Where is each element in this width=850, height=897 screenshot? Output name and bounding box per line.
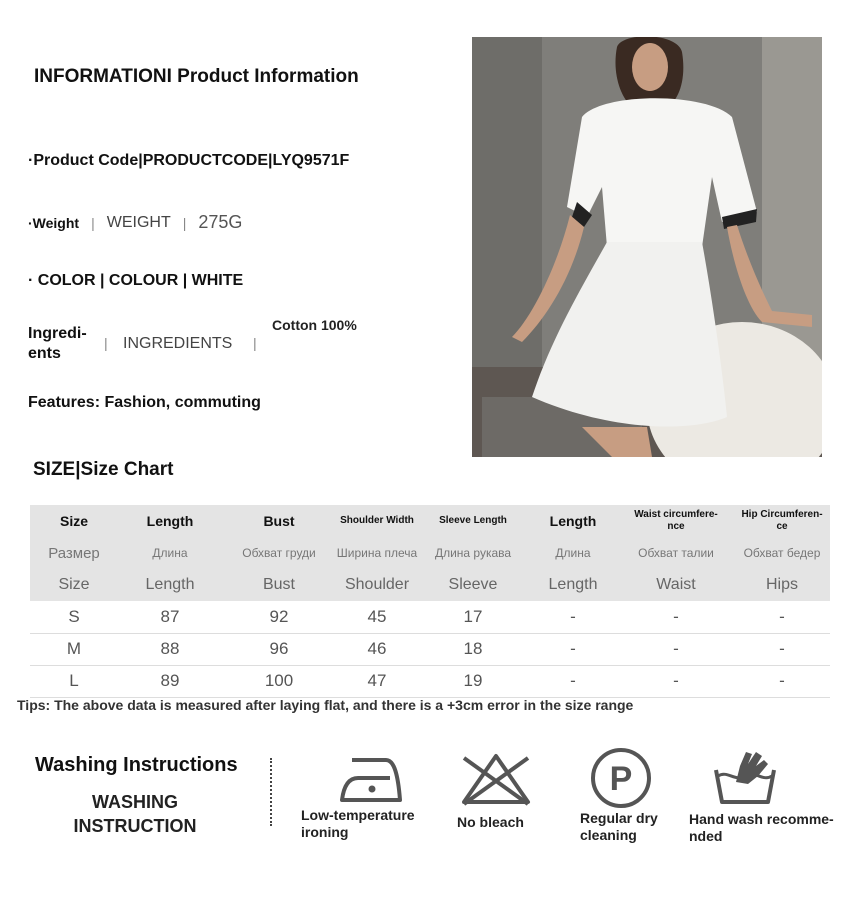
washing-title: Washing Instructions: [35, 754, 238, 776]
svg-text:P: P: [609, 760, 633, 798]
waist-cell: -: [618, 665, 734, 697]
header-cell: Size: [30, 505, 118, 537]
size-cell: S: [30, 601, 118, 633]
washing-subtitle-line2: INSTRUCTION: [73, 816, 197, 836]
length-cell: -: [528, 633, 618, 665]
ingredients-label: Ingredi- ents: [28, 325, 87, 362]
russian-cell: Обхват груди: [222, 537, 336, 569]
header-cell: Length: [528, 505, 618, 537]
size-tips: Tips: The above data is measured after laying flat, and there is a +3cm error in the size range: [17, 697, 634, 713]
russian-cell: Ширина плеча: [336, 537, 418, 569]
features-line: Features: Fashion, commuting: [28, 394, 261, 411]
weight-en: WEIGHT: [106, 213, 171, 231]
russian-cell: Обхват талии: [618, 537, 734, 569]
hips-cell: -: [734, 633, 830, 665]
ingredients-separator: |: [104, 335, 108, 351]
product-photo: [472, 37, 822, 457]
table-row: [30, 665, 830, 697]
english-cell: Shoulder: [336, 569, 418, 601]
sleeve-cell: 17: [418, 601, 528, 633]
iron-icon: [338, 752, 406, 806]
dry-clean-icon: [589, 746, 653, 810]
header-cell: Hip Circumferen- ce: [734, 505, 830, 537]
length-cell: 89: [118, 665, 222, 697]
no-bleach-icon: [458, 750, 534, 808]
size-cell: L: [30, 665, 118, 697]
shoulder-cell: 45: [336, 601, 418, 633]
ingredients-separator-2: |: [253, 335, 257, 351]
hand-wash-label: Hand wash recomme- nded: [689, 811, 834, 844]
table-row: [30, 601, 830, 633]
russian-cell: Длина рукава: [418, 537, 528, 569]
russian-cell: Длина: [528, 537, 618, 569]
info-title: INFORMATIONI Product Information: [34, 66, 359, 87]
header-cell: Waist circumfere- nce: [618, 505, 734, 537]
ingredients-en: INGREDIENTS: [123, 335, 233, 352]
header-cell: Sleeve Length: [418, 505, 528, 537]
iron-label: Low-temperature ironing: [301, 807, 415, 840]
color-line: · COLOR | COLOUR | WHITE: [28, 272, 244, 289]
weight-value: 275G: [198, 212, 243, 232]
english-cell: Size: [30, 569, 118, 601]
size-chart-table: [30, 505, 830, 698]
shoulder-cell: 46: [336, 633, 418, 665]
bust-cell: 100: [222, 665, 336, 697]
english-cell: Sleeve: [418, 569, 528, 601]
russian-cell: Обхват бедер: [734, 537, 830, 569]
washing-subtitle-line1: WASHING: [91, 792, 178, 812]
length-cell: 87: [118, 601, 222, 633]
length-cell: -: [528, 601, 618, 633]
weight-line: [28, 212, 242, 233]
no-bleach-label: No bleach: [457, 814, 524, 830]
hand-wash-icon: [712, 746, 778, 808]
length-cell: -: [528, 665, 618, 697]
dry-clean-label: Regular dry cleaning: [580, 810, 658, 843]
bust-cell: 92: [222, 601, 336, 633]
russian-cell: Длина: [118, 537, 222, 569]
english-cell: Length: [528, 569, 618, 601]
shoulder-cell: 47: [336, 665, 418, 697]
header-cell: Length: [118, 505, 222, 537]
header-cell: Shoulder Width: [336, 505, 418, 537]
washing-subtitle: [50, 790, 220, 838]
size-table-english-row: [30, 569, 830, 601]
bust-cell: 96: [222, 633, 336, 665]
size-table-russian-row: [30, 537, 830, 569]
waist-cell: -: [618, 633, 734, 665]
size-chart-title: SIZE|Size Chart: [33, 459, 174, 480]
hips-cell: -: [734, 665, 830, 697]
hips-cell: -: [734, 601, 830, 633]
length-cell: 88: [118, 633, 222, 665]
ingredients-value: Cotton 100%: [272, 317, 357, 333]
sleeve-cell: 18: [418, 633, 528, 665]
table-row: [30, 633, 830, 665]
size-table-header-row: [30, 505, 830, 537]
header-cell: Bust: [222, 505, 336, 537]
sleeve-cell: 19: [418, 665, 528, 697]
product-code: ·Product Code|PRODUCTCODE|LYQ9571F: [28, 152, 350, 169]
english-cell: Hips: [734, 569, 830, 601]
size-cell: M: [30, 633, 118, 665]
english-cell: Bust: [222, 569, 336, 601]
washing-divider: [270, 758, 272, 826]
english-cell: Waist: [618, 569, 734, 601]
weight-separator: |: [91, 214, 95, 231]
waist-cell: -: [618, 601, 734, 633]
weight-label: ·Weight: [28, 214, 80, 231]
english-cell: Length: [118, 569, 222, 601]
weight-separator-2: |: [182, 214, 187, 231]
russian-cell: Размер: [30, 537, 118, 569]
